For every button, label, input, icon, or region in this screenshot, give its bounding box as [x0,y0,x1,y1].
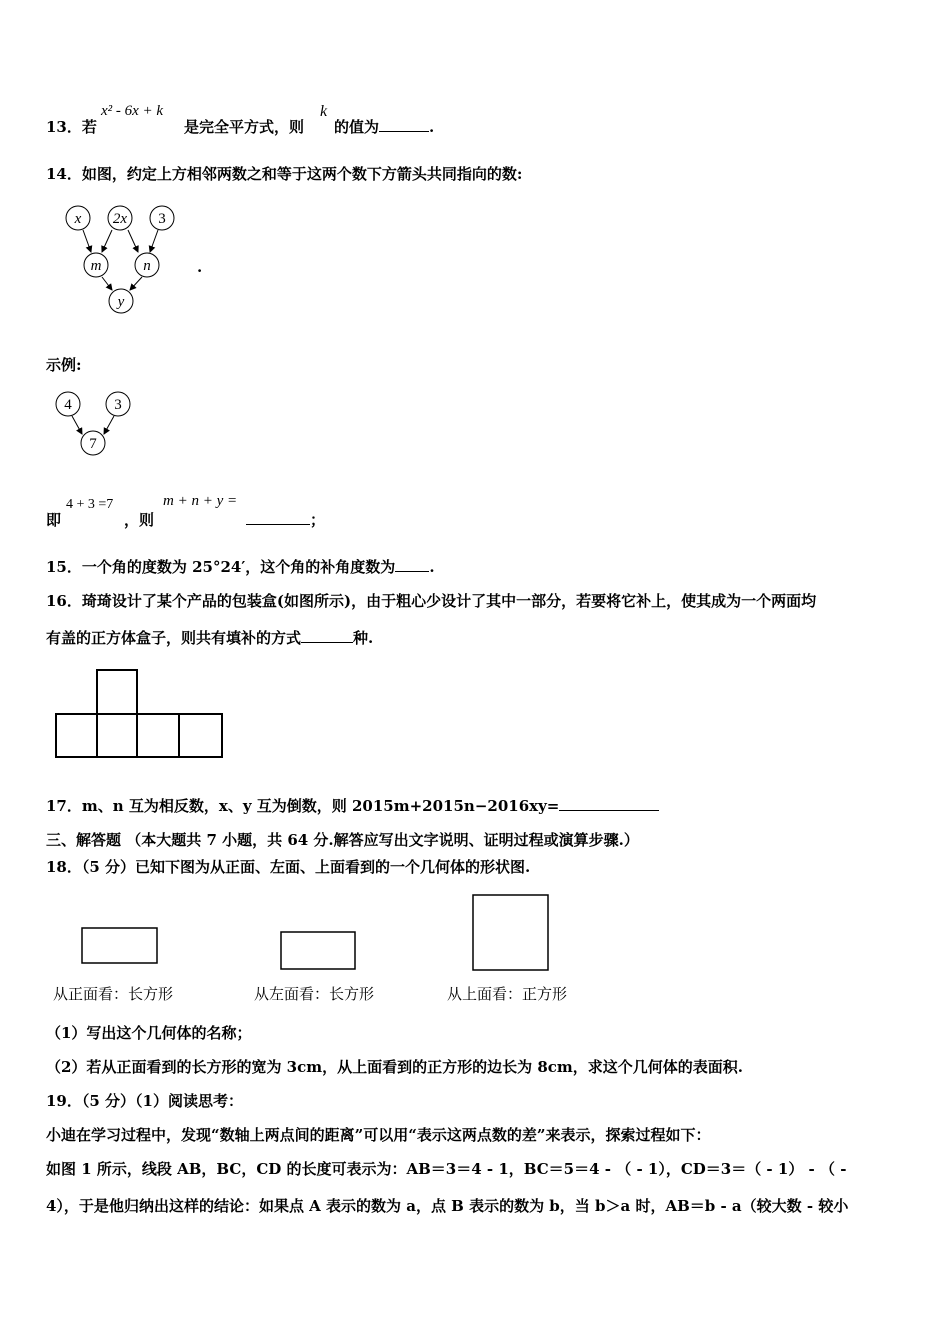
top-view-caption: 从上面看：正方形 [447,985,568,1003]
q14-diagram [60,200,210,330]
q19-line1: 小迪在学习过程中，发现“数轴上两点间的距离”可以用“表示这两点数的差”来表示，探索过程如下： [46,1126,711,1144]
q19-line2: 如图 1 所示，线段 AB，BC，CD 的长度可表示为：AB＝3＝4 - 1，BC＝5＝4 - （ - 1），CD＝3＝（ - 1） - （ - [46,1160,847,1178]
node-2x-label: 2x [112,211,128,227]
front-view-caption: 从正面看：长方形 [53,985,174,1003]
q14-answer-end-line [246,509,325,530]
example-node-3-label: 3 [114,397,122,413]
q13-answer-blank [379,117,429,132]
example-node-4-label: 4 [64,397,72,413]
q13-expression: x² - 6x + k [101,103,164,119]
q16-line2-text: 有盖的正方体盒子，则共有填补的方式 [46,629,302,647]
q13-suffix [334,116,434,137]
net-square-4 [179,714,222,757]
net-square-1 [56,714,97,757]
q16-line1: 16．琦琦设计了某个产品的包装盒(如图所示)，由于粗心少设计了其中一部分，若要将它补上，使其成为一个两面均 [46,592,817,610]
section-3-header: 三、解答题 （本大题共 7 小题，共 64 分.解答应写出文字说明、证明过程或演算步骤.） [46,831,639,849]
left-view-caption: 从左面看：长方形 [254,985,375,1003]
q19-text: 19．（5 分）（1）阅读思考： [46,1092,243,1110]
example-diagram [50,390,150,470]
q17-text: 17．m、n 互为相反数，x、y 互为倒数，则 2015m+2015n−2016xy= [46,797,560,815]
q14-answer-mid: ，则 [124,511,155,529]
q16-line2 [46,627,373,648]
q14-example-expr: 4 + 3 =7 [66,497,114,512]
q13-middle [184,116,304,137]
q16-answer-blank [301,628,353,643]
node-3-label: 3 [158,211,166,227]
q15-text: 15．一个角的度数为 25°24′，这个角的补角度数为 [46,558,396,576]
q14-text: 14．如图，约定上方相邻两数之和等于这两个数下方箭头共同指向的数: [46,165,523,183]
left-view-rectangle [281,932,355,969]
q18-text: 18．（5 分）已知下图为从正面、左面、上面看到的一个几何体的形状图. [46,858,531,876]
q13-number: 13． [46,118,82,136]
q13-mid-text: 是完全平方式，则 [184,118,305,136]
q17-line [46,795,659,816]
q16-line2-end: 种. [353,629,374,647]
q17-answer-blank [559,796,659,811]
q13-prefix: 若 [81,118,97,136]
q14-answer-prefix: 即 [46,511,62,529]
q16-box-net [50,668,230,763]
net-square-2 [97,714,137,757]
q13-suffix-text: 的值为 [334,118,380,136]
q14-answer-blank [246,510,310,525]
node-y-label: y [117,294,125,310]
q19-line3: 4），于是他归纳出这样的结论：如果点 A 表示的数为 a，点 B 表示的数为 b，当 b＞a 时，AB＝b - a（较大数 - 较小 [46,1197,849,1215]
front-view-rectangle [82,928,157,963]
net-square-3 [137,714,179,757]
q14-dot: . [197,258,203,276]
top-view-square [473,895,548,970]
node-m-label: m [90,258,102,274]
q18-sub1: （1）写出这个几何体的名称； [46,1024,252,1042]
q14-answer-expr: m + n + y = [163,493,238,509]
q13-variable: k [320,103,328,120]
q15-line [46,556,435,577]
net-top-square [97,670,137,714]
example-node-7-label: 7 [89,436,97,452]
node-n-label: n [143,258,151,274]
q13-line [46,116,97,137]
node-x-label: x [74,211,82,227]
q15-answer-blank [395,557,429,572]
q18-views [80,893,600,983]
q18-sub2: （2）若从正面看到的长方形的宽为 3cm，从上面看到的正方形的边长为 8cm，求这个几何体的表面积. [46,1058,743,1076]
q15-end: . [429,558,435,576]
q14-answer-end: ； [310,511,326,529]
q13-end: . [429,118,435,136]
example-label: 示例: [46,356,82,374]
